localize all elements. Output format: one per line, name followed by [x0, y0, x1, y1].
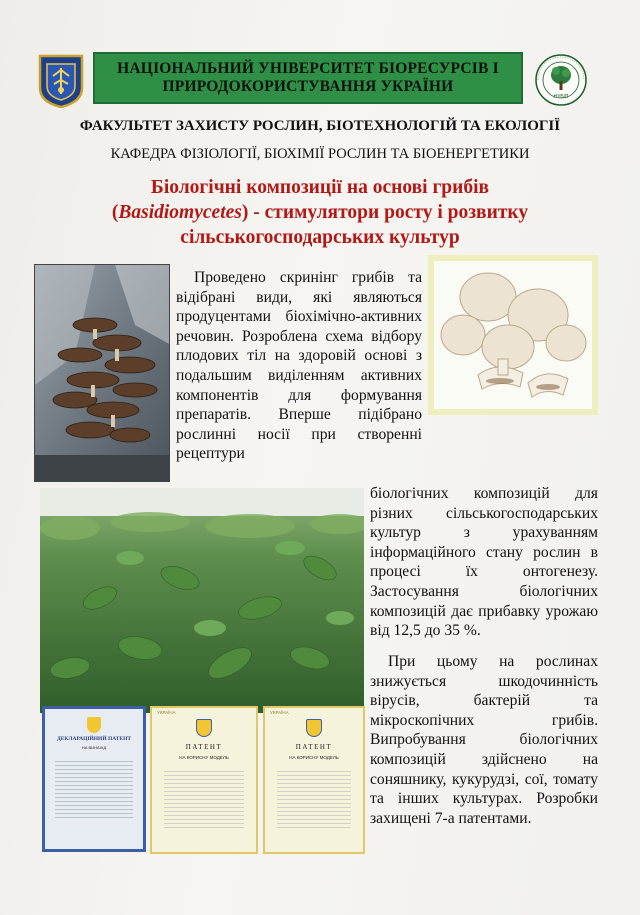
patent-1-sub: НА ВИНАХІД [81, 745, 107, 750]
soybean-field-photo [40, 488, 364, 713]
patent-certificate-1 [42, 706, 146, 852]
patent-certificate-3 [263, 706, 365, 854]
patent-3-country: УКРАЇНА [270, 710, 289, 715]
university-banner [93, 52, 523, 104]
title-line2: (Basidiomycetes) - стимулятори росту і розвитку [111, 202, 529, 223]
patent-certificate-2 [150, 706, 258, 854]
patent-3-heading: ПАТЕНТ [295, 743, 333, 751]
title-line1: Біологічні композиції на основі грибів [150, 177, 490, 198]
patent-1-heading: ДЕКЛАРАЦІЙНИЙ ПАТЕНТ [56, 736, 132, 742]
nubip-tree-logo-icon [526, 53, 596, 107]
faculty-heading: ФАКУЛЬТЕТ ЗАХИСТУ РОСЛИН, БІОТЕХНОЛОГІЙ ТА ЕКОЛОГІЇ [79, 118, 561, 134]
poster-title [40, 175, 600, 250]
champignon-photo [428, 255, 598, 415]
university-name-line1: НАЦІОНАЛЬНИЙ УНІВЕРСИТЕТ БІОРЕСУРСІВ І [117, 60, 499, 77]
patent-3-sub: НА КОРИСНУ МОДЕЛЬ [289, 755, 339, 760]
body-paragraph-3: При цьому на рослинах знижується шкодочинність вірусів, бактерій та мікроскопічних грибів. Випробування біологічних композицій здійснено на соняшнику, кукурудзі, сої, томату та інших культурах. Розробки захищені 7-а патентами. [370, 653, 598, 827]
patent-2-heading: ПАТЕНТ [185, 743, 223, 751]
trident-icon [87, 717, 101, 733]
svg-text:НУБіП: НУБіП [553, 94, 569, 100]
university-emblem-icon [36, 54, 86, 108]
trident-icon [196, 719, 212, 737]
department-heading: КАФЕДРА ФІЗІОЛОГІЇ, БІОХІМІЇ РОСЛИН ТА БІОЕНЕРГЕТИКИ [110, 146, 530, 162]
patent-2-country: УКРАЇНА [157, 710, 176, 715]
title-line3: сільськогосподарських культур [180, 227, 460, 248]
patent-2-sub: НА КОРИСНУ МОДЕЛЬ [179, 755, 229, 760]
body-paragraph-2: біологічних композицій для різних сільськогосподарських культур з урахуванням інформаційного стану рослин в процесі їх онтогенезу. Застосування біологічних композицій дає прибавку урожаю від 12,5 до 35 %. [370, 485, 598, 640]
university-name-line2: ПРИРОДОКОРИСТУВАННЯ УКРАЇНИ [162, 78, 454, 95]
body-paragraph-1: Проведено скринінг грибів та відібрані види, які являються продуцентами біохімічно-активних речовин. Розроблена схема відбору плодових тіл на здоровій основі з подальшим виділенням активних компонентів для формування препаратів. Вперше підібрано рослинні носії при створенні рецептури [176, 269, 422, 463]
oyster-mushroom-photo [34, 264, 170, 482]
trident-icon [306, 719, 322, 737]
title-latin: Basidiomycetes [118, 202, 242, 223]
title-line2-rest: ) - стимулятори росту і розвитку [241, 202, 529, 223]
